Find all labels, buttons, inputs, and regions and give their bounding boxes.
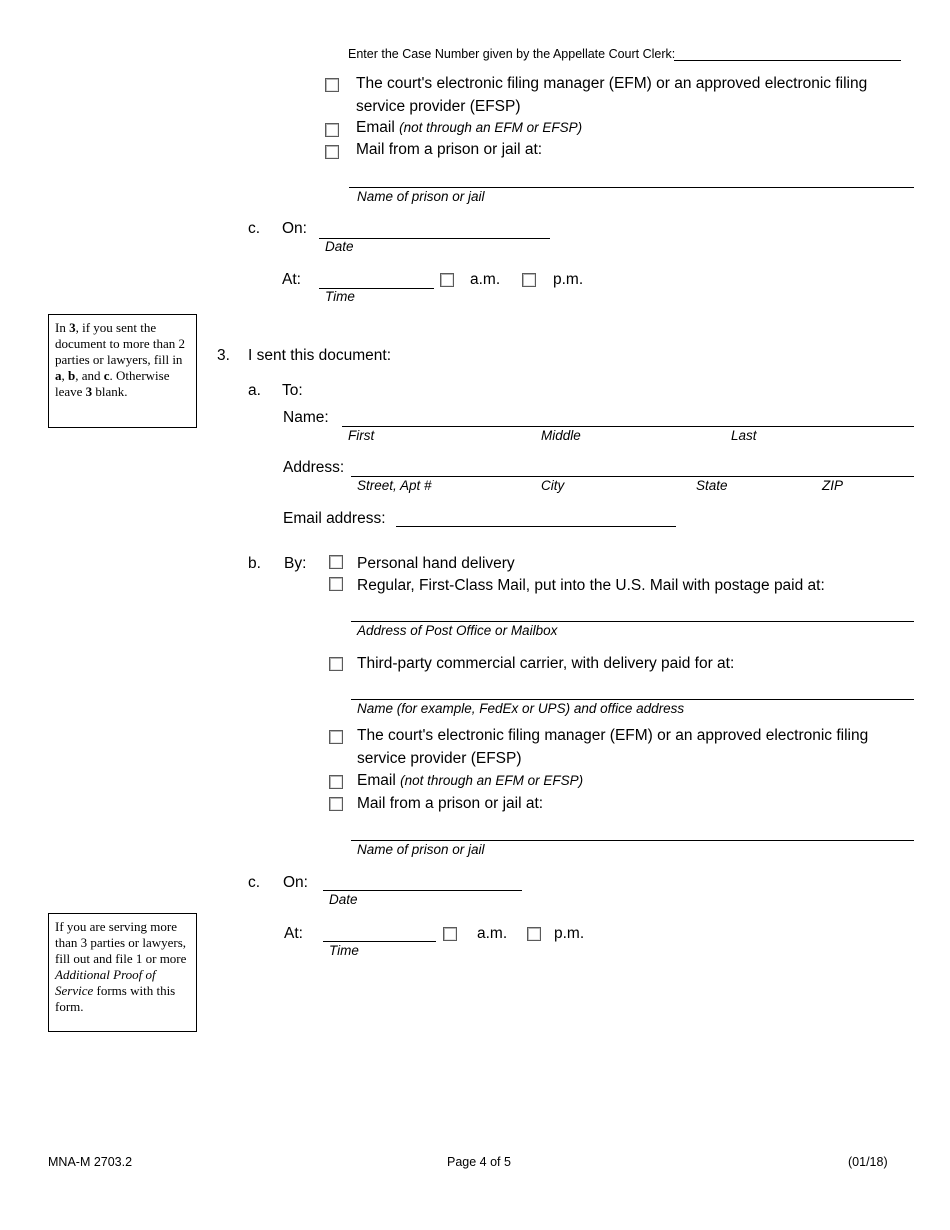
- address-label: Address:: [283, 459, 345, 476]
- prison-checkbox-3b[interactable]: [329, 797, 343, 811]
- am-checkbox[interactable]: [440, 273, 454, 287]
- section-3-number: 3.: [217, 347, 230, 364]
- am-label: a.m.: [470, 271, 501, 288]
- first-name-caption: First: [348, 428, 375, 443]
- post-office-address-field[interactable]: [351, 621, 914, 622]
- case-number-label: Enter the Case Number given by the Appellate Court Clerk:: [348, 47, 676, 61]
- prison-name-field-3b[interactable]: [351, 840, 914, 841]
- prison-name-caption-3b: Name of prison or jail: [357, 842, 485, 857]
- pm-label-3: p.m.: [554, 925, 585, 942]
- email-checkbox-3b[interactable]: [329, 775, 343, 789]
- on-label-3: On:: [283, 874, 308, 891]
- at-label: At:: [282, 271, 301, 288]
- email-checkbox[interactable]: [325, 123, 339, 137]
- efm-checkbox-3b[interactable]: [329, 730, 343, 744]
- side-note-fill-in: In 3, if you sent the document to more than 2 parties or lawyers, fill in a, b, and c. Otherwise leave 3 blank.: [48, 314, 197, 428]
- first-class-mail-label: Regular, First-Class Mail, put into the U.S. Mail with postage paid at:: [357, 577, 825, 594]
- efm-option-label: The court's electronic filing manager (EFM) or an approved electronic filing service provider (EFSP): [356, 75, 868, 115]
- date-caption: Date: [325, 239, 354, 254]
- hand-delivery-label: Personal hand delivery: [357, 555, 515, 572]
- prison-checkbox[interactable]: [325, 145, 339, 159]
- recipient-name-field[interactable]: [342, 426, 914, 427]
- carrier-label: Third-party commercial carrier, with delivery paid for at:: [357, 655, 735, 672]
- date-field-3[interactable]: [323, 890, 522, 891]
- email-label-3b: Email: [357, 772, 396, 789]
- last-name-caption: Last: [731, 428, 757, 443]
- item-c-letter-3: c.: [248, 874, 261, 891]
- carrier-caption: Name (for example, FedEx or UPS) and office address: [357, 701, 685, 716]
- am-checkbox-3[interactable]: [443, 927, 457, 941]
- item-a-letter: a.: [248, 382, 261, 399]
- footer-form-id: MNA-M 2703.2: [48, 1155, 133, 1169]
- pm-checkbox[interactable]: [522, 273, 536, 287]
- post-office-caption: Address of Post Office or Mailbox: [357, 623, 558, 638]
- carrier-checkbox[interactable]: [329, 657, 343, 671]
- email-option-label: [356, 119, 582, 137]
- hand-delivery-checkbox[interactable]: [329, 555, 343, 569]
- time-caption: Time: [325, 289, 355, 304]
- on-label: On:: [282, 220, 307, 237]
- date-field[interactable]: [319, 238, 550, 239]
- efm-checkbox[interactable]: [325, 78, 339, 92]
- date-caption-3: Date: [329, 892, 358, 907]
- time-caption-3: Time: [329, 943, 359, 958]
- email-note-3b: (not through an EFM or EFSP): [400, 773, 584, 788]
- prison-name-caption: Name of prison or jail: [357, 189, 485, 204]
- at-label-3: At:: [284, 925, 303, 942]
- item-c-letter: c.: [248, 220, 261, 237]
- city-caption: City: [541, 478, 565, 493]
- efm-option-label-3b: The court's electronic filing manager (EFM) or an approved electronic filing service provider (EFSP): [357, 727, 869, 767]
- by-label: By:: [284, 555, 307, 572]
- to-label: To:: [282, 382, 303, 399]
- middle-name-caption: Middle: [541, 428, 581, 443]
- prison-option-label-3b: Mail from a prison or jail at:: [357, 795, 544, 812]
- item-b-letter: b.: [248, 555, 261, 572]
- carrier-address-field[interactable]: [351, 699, 914, 700]
- state-caption: State: [696, 478, 728, 493]
- name-label: Name:: [283, 409, 329, 426]
- email-label: Email: [356, 119, 395, 136]
- prison-name-field[interactable]: [349, 187, 914, 188]
- email-option-label-3b: [357, 772, 583, 790]
- recipient-address-field[interactable]: [351, 476, 914, 477]
- email-note: (not through an EFM or EFSP): [399, 120, 583, 135]
- section-3-title: I sent this document:: [248, 347, 392, 364]
- side-note-additional-service: If you are serving more than 3 parties or lawyers, fill out and file 1 or more Additional Proof of Service forms with this form.: [48, 913, 197, 1032]
- recipient-email-field[interactable]: [396, 526, 676, 527]
- prison-option-label: Mail from a prison or jail at:: [356, 141, 543, 158]
- footer-page-number: Page 4 of 5: [447, 1155, 511, 1169]
- case-number-field[interactable]: [674, 60, 901, 61]
- street-caption: Street, Apt #: [357, 478, 432, 493]
- zip-caption: ZIP: [822, 478, 844, 493]
- pm-label: p.m.: [553, 271, 584, 288]
- footer-revision: (01/18): [848, 1155, 888, 1169]
- first-class-mail-checkbox[interactable]: [329, 577, 343, 591]
- time-field-3[interactable]: [323, 941, 436, 942]
- pm-checkbox-3[interactable]: [527, 927, 541, 941]
- am-label-3: a.m.: [477, 925, 508, 942]
- email-address-label: Email address:: [283, 510, 386, 527]
